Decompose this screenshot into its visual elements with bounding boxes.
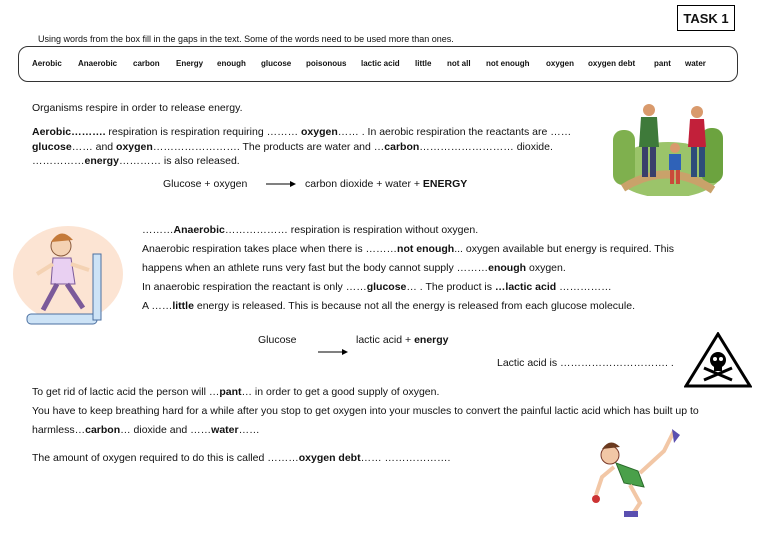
word-box: [18, 46, 738, 82]
word-box-item: pant: [654, 59, 671, 68]
recovery-line-1: [32, 385, 439, 399]
word-box-item: not enough: [486, 59, 530, 68]
answer-carbon: carbon: [85, 424, 121, 436]
anaerobic-line-3: [142, 261, 566, 275]
answer-energy: energy: [84, 155, 119, 167]
anaerobic-line-5: [142, 299, 635, 313]
text-span: … . The product is: [406, 281, 495, 293]
answer-oxygen-debt: oxygen debt: [298, 452, 361, 464]
answer-oxygen: oxygen: [301, 126, 338, 138]
answer-not-enough: not enough: [397, 243, 455, 255]
text-span: In anaerobic respiration the reactant is only ……: [142, 281, 367, 293]
word-box-item: water: [685, 59, 706, 68]
anaerobic-line-4: [142, 280, 612, 294]
answer-lactic-acid: …lactic acid: [494, 281, 557, 293]
answer-glucose: glucose: [366, 281, 407, 293]
answer-pant: pant: [219, 386, 242, 398]
word-box-item: glucose: [261, 59, 292, 68]
text-span: lactic acid +: [356, 334, 415, 346]
aerobic-line-3: [32, 154, 240, 168]
text-span: ………: [142, 224, 174, 236]
exhausted-runner-illustration: [584, 423, 694, 521]
text-span: A ……: [142, 300, 173, 312]
text-span: Anaerobic respiration takes place when there is ………: [142, 243, 398, 255]
answer-little: little: [172, 300, 194, 312]
text-span: energy is released. This is because not all the energy is released from each glucose molecule.: [193, 300, 635, 312]
lactic-acid-note: Lactic acid is …………………………. .: [497, 357, 674, 369]
text-span: oxygen.: [526, 262, 566, 274]
text-span: harmless…: [32, 424, 86, 436]
energy-label: energy: [414, 334, 449, 346]
text-span: ……………: [32, 155, 85, 167]
text-span: …… . In aerobic respiration the reactants are ……: [337, 126, 572, 138]
word-box-item: carbon: [133, 59, 160, 68]
anaerobic-line-1: [142, 223, 478, 237]
word-box-item: not all: [447, 59, 471, 68]
answer-aerobic: Aerobic……….: [32, 126, 106, 138]
arrow-icon: [266, 180, 296, 188]
text-span: … dioxide and ……: [120, 424, 212, 436]
energy-label: ENERGY: [422, 178, 468, 190]
text-span: respiration is respiration requiring ………: [105, 126, 302, 138]
word-box-item: Anaerobic: [78, 59, 118, 68]
family-walking-illustration: [613, 100, 723, 196]
answer-water: water: [211, 424, 239, 436]
text-span: ……………………… dioxide.: [419, 141, 553, 153]
text-span: To get rid of lactic acid the person will …: [32, 386, 220, 398]
answer-glucose: glucose: [32, 141, 72, 153]
text-span: … in order to get a good supply of oxygen.: [241, 386, 440, 398]
answer-oxygen: oxygen: [116, 141, 153, 153]
recovery-line-3: [32, 423, 260, 437]
recovery-line-4: [32, 451, 450, 465]
text-span: ……………: [556, 281, 612, 293]
word-box-item: little: [415, 59, 432, 68]
word-box-item: oxygen: [546, 59, 575, 68]
word-box-item: poisonous: [306, 59, 347, 68]
text-span: carbon dioxide + water +: [305, 178, 423, 190]
text-span: ……………………. The products are water and …: [152, 141, 385, 153]
instruction: Using words from the box fill in the gaps in the text. Some of the words need to be used more than ones.: [38, 34, 454, 44]
recovery-line-2: You have to keep breathing hard for a while after you stop to get oxygen into your muscles to convert the painful lactic acid which has built up to: [32, 405, 699, 417]
text-span: The amount of oxygen required to do this is called ………: [32, 452, 299, 464]
aerobic-equation-right: [305, 178, 467, 190]
answer-enough: enough: [488, 262, 527, 274]
aerobic-line-1: [32, 125, 571, 139]
anaerobic-equation-left: Glucose: [258, 334, 297, 346]
text-span: ……………… respiration is respiration without oxygen.: [224, 224, 479, 236]
text-span: ……: [238, 424, 260, 436]
text-span: ... oxygen available but energy is required. This: [454, 243, 675, 255]
text-span: happens when an athlete runs very fast but the body cannot supply ………: [142, 262, 489, 274]
arrow-icon: [318, 348, 348, 356]
text-span: …… and: [71, 141, 117, 153]
answer-carbon: carbon: [384, 141, 420, 153]
aerobic-intro: Organisms respire in order to release energy.: [32, 102, 243, 114]
text-span: …… ……………….: [360, 452, 451, 464]
anaerobic-line-2: [142, 242, 674, 256]
anaerobic-equation-right: [356, 334, 449, 346]
word-box-item: Energy: [176, 59, 204, 68]
task-label: TASK 1: [677, 5, 735, 31]
text-span: ………… is also released.: [118, 155, 240, 167]
aerobic-equation-left: Glucose + oxygen: [163, 178, 248, 190]
answer-anaerobic: Anaerobic: [173, 224, 225, 236]
word-box-item: lactic acid: [361, 59, 400, 68]
word-box-item: Aerobic: [32, 59, 62, 68]
aerobic-line-2: [32, 140, 553, 154]
word-box-item: enough: [217, 59, 246, 68]
poison-hazard-icon: [684, 332, 752, 388]
word-box-item: oxygen debt: [588, 59, 636, 68]
treadmill-runner-illustration: [13, 224, 131, 332]
